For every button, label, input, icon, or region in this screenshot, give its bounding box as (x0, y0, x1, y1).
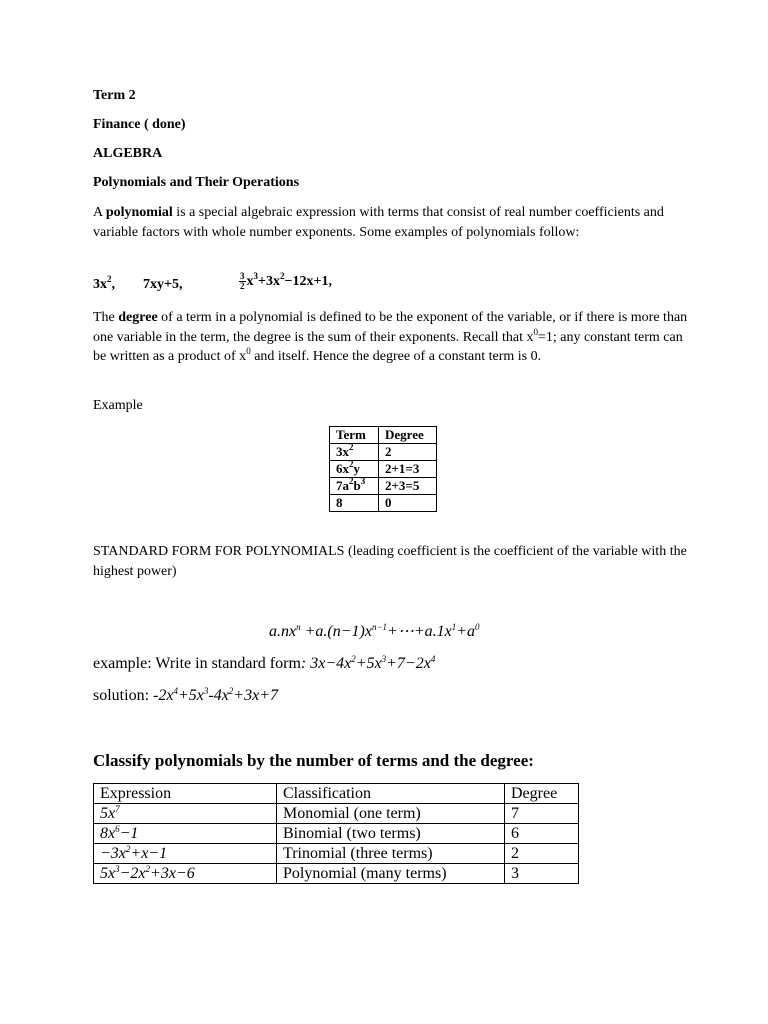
header-classification: Classification (277, 784, 505, 804)
classification-cell: Binomial (two terms) (277, 824, 505, 844)
example-expression: $3x-4x^2+5x^3+7-2x^4$ (310, 654, 436, 672)
classify-table (93, 783, 579, 884)
classification-cell: Polynomial (many terms) (277, 864, 505, 884)
table-header-row (330, 427, 437, 444)
heading-polynomials: Polynomials and Their Operations (93, 175, 300, 190)
term-cell: $7a^2b^3$ (330, 478, 379, 495)
table-row (94, 804, 579, 824)
degree-paragraph: The degree of a term in a polynomial is defined to be the exponent of the variable, or if there is more than one variable in the term, the degree is the sum of their exponents. Recall that $x^0=1$; any constant term can be written as a product of $x^0$ and itself. Hence the degree of a constant term is 0. (93, 310, 688, 364)
solution-expression: $-2x^4+5x^3-4x^2+3x+7$ (153, 686, 278, 704)
degree-cell: 3 (505, 864, 579, 884)
heading-term: Term 2 (93, 88, 136, 103)
standard-form-example: example: Write in standard form: $3x-4x^2+5x^3+7-2x^4$ (93, 654, 436, 672)
expression-cell: $5x^3-2x^2+3x-6$ (94, 864, 277, 884)
standard-form-formula: $a.nx^n$ $+a.(n-1)x^{n-1}+\cdots+a.1x^1+a^0$ (269, 622, 480, 640)
header-term: Term (330, 427, 379, 444)
expression-cell: $5x^7$ (94, 804, 277, 824)
example-label: Example (93, 398, 143, 413)
header-degree: Degree (505, 784, 579, 804)
heading-finance: Finance ( done) (93, 117, 186, 132)
classification-cell: Monomial (one term) (277, 804, 505, 824)
table-row (330, 478, 437, 495)
expression-cell: $8x^6-1$ (94, 824, 277, 844)
table-row (330, 495, 437, 512)
degree-cell: 2 (379, 444, 437, 461)
standard-form-text: STANDARD FORM FOR POLYNOMIALS (leading coefficient is the coefficient of the variable with the highest power) (93, 544, 687, 579)
term-cell: $6x^2y$ (330, 461, 379, 478)
table-header-row (94, 784, 579, 804)
intro-rest: is a special algebraic expression with terms that consist of real number coefficients and variable factors with whole number exponents. Some examples of polynomials follow: (93, 205, 664, 240)
degree-cell: 6 (505, 824, 579, 844)
heading-algebra: ALGEBRA (93, 146, 163, 161)
table-row (94, 844, 579, 864)
degree-cell: 7 (505, 804, 579, 824)
degree-table (329, 426, 437, 512)
table-row (94, 864, 579, 884)
expression-cell: $-3x^2+x-1$ (94, 844, 277, 864)
standard-form-solution: solution: $-2x^4+5x^3-4x^2+3x+7$ (93, 686, 278, 704)
degree-cell: 0 (379, 495, 437, 512)
example-2: 7xy+5, (143, 277, 183, 292)
table-row (94, 824, 579, 844)
degree-cell: 2+3=5 (379, 478, 437, 495)
example-3: $\frac{3}{2}$ $x^3+3x^2-12x+1$, (240, 270, 332, 291)
classification-cell: Trinomial (three terms) (277, 844, 505, 864)
classify-heading: Classify polynomials by the number of terms and the degree: (93, 751, 534, 770)
fraction-three-halves: $\frac{3}{2}$ (240, 271, 245, 291)
header-expression: Expression (94, 784, 277, 804)
header-degree: Degree (379, 427, 437, 444)
table-row (330, 461, 437, 478)
term-cell: 8 (330, 495, 379, 512)
degree-bold-word: degree (118, 310, 158, 325)
example-1: $3x^2$, (93, 274, 115, 292)
intro-a: A (93, 205, 106, 220)
intro-bold-word: polynomial (105, 205, 173, 220)
degree-cell: 2 (505, 844, 579, 864)
intro-paragraph (93, 203, 693, 242)
term-cell: $3x^2$ (330, 444, 379, 461)
table-row (330, 444, 437, 461)
degree-cell: 2+1=3 (379, 461, 437, 478)
